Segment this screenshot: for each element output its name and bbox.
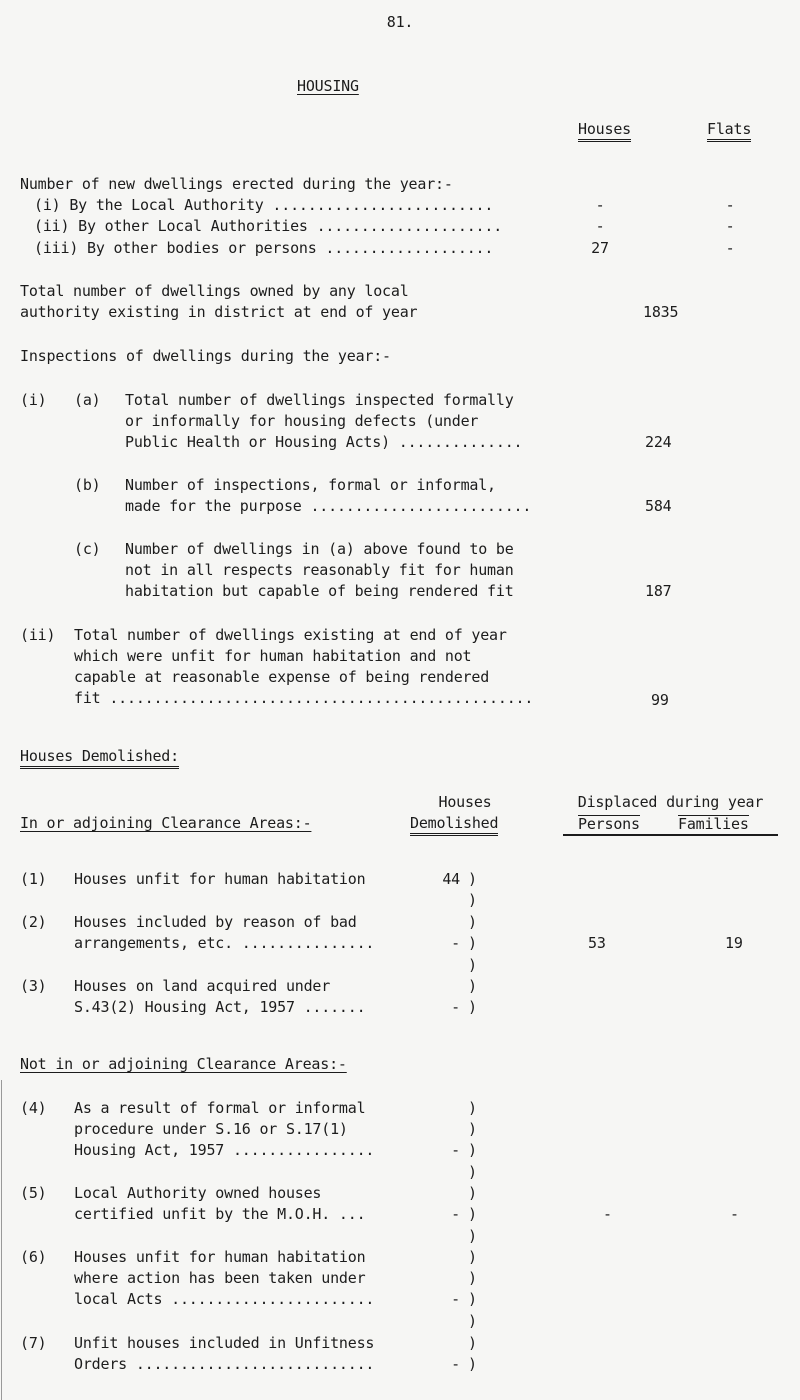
item-line: procedure under S.16 or S.17(1) — [74, 1120, 348, 1138]
item-value: - — [451, 1355, 460, 1373]
col-header-houses: Houses — [578, 121, 631, 142]
item-line: As a result of formal or informal — [74, 1099, 366, 1117]
persons-not-value: - — [603, 1205, 612, 1223]
item-value: - — [451, 1205, 460, 1223]
col-header-displaced: Displaced during year — [577, 793, 764, 811]
item-value: - — [451, 1290, 460, 1308]
erected-row-label: (iii) By other bodies or persons ................... — [34, 239, 494, 257]
item-num: (3) — [20, 977, 47, 995]
inspection-line: Number of dwellings in (a) above found to be — [125, 540, 514, 558]
inspection-label-b: (b) — [74, 476, 101, 494]
item-num: (7) — [20, 1334, 47, 1352]
in-clearance-heading: In or adjoining Clearance Areas:- — [20, 814, 312, 832]
erected-row-flats: - — [725, 217, 735, 235]
inspection-label-ii: (ii) — [20, 626, 56, 644]
inspection-line: Public Health or Housing Acts) .............. — [125, 433, 523, 451]
item-value: - — [451, 998, 460, 1016]
inspection-label-a: (a) — [74, 391, 101, 409]
col-header-persons: Persons — [578, 815, 640, 833]
item-line: Houses unfit for human habitation — [74, 1248, 366, 1266]
owned-line: Total number of dwellings owned by any local — [20, 282, 409, 300]
inspection-line: made for the purpose ......................... — [125, 497, 532, 515]
inspection-line: which were unfit for human habitation and not — [74, 647, 472, 665]
inspections-title: Inspections of dwellings during the year:- — [20, 347, 391, 365]
page-heading: HOUSING — [297, 77, 359, 95]
families-not-value: - — [730, 1205, 739, 1223]
item-num: (5) — [20, 1184, 47, 1202]
inspection-line: Number of inspections, formal or informal, — [125, 476, 496, 494]
erected-title: Number of new dwellings erected during the year:- — [20, 175, 453, 193]
inspection-value-c: 187 — [645, 582, 672, 600]
erected-row-houses: - — [595, 217, 605, 235]
col-header-flats: Flats — [707, 121, 751, 142]
item-line: Houses unfit for human habitation — [74, 870, 366, 888]
inspection-line: Total number of dwellings inspected formally — [125, 391, 514, 409]
demolished-title: Houses Demolished: — [20, 748, 179, 769]
col-header-rule — [563, 834, 778, 836]
not-clearance-heading: Not in or adjoining Clearance Areas:- — [20, 1055, 347, 1073]
item-num: (6) — [20, 1248, 47, 1266]
inspection-line: habitation but capable of being rendered fit — [125, 582, 514, 600]
erected-row-flats: - — [725, 196, 735, 214]
item-line: arrangements, etc. ............... — [74, 934, 375, 952]
item-line: Orders ........................... — [74, 1355, 375, 1373]
item-line: Houses included by reason of bad — [74, 913, 357, 931]
inspection-value-ii: 99 — [651, 691, 669, 709]
scan-margin-line — [1, 1080, 2, 1400]
item-line: where action has been taken under — [74, 1269, 366, 1287]
col-header-families: Families — [678, 815, 749, 833]
item-value: - — [451, 1141, 460, 1159]
page-number: 81. — [386, 13, 414, 31]
inspection-line: or informally for housing defects (under — [125, 412, 479, 430]
item-line: S.43(2) Housing Act, 1957 ....... — [74, 998, 366, 1016]
item-line: Local Authority owned houses — [74, 1184, 322, 1202]
item-line: Houses on land acquired under — [74, 977, 331, 995]
erected-row-flats: - — [725, 239, 735, 257]
owned-value: 1835 — [643, 303, 679, 321]
item-value: 44 — [442, 870, 460, 888]
item-line: local Acts ....................... — [74, 1290, 375, 1308]
persons-in-value: 53 — [588, 934, 606, 952]
item-num: (1) — [20, 870, 47, 888]
families-in-value: 19 — [725, 934, 743, 952]
inspection-label-c: (c) — [74, 540, 101, 558]
col-header-houses-2: Demolished — [410, 815, 498, 836]
inspection-value-a: 224 — [645, 433, 672, 451]
erected-row-houses: - — [595, 196, 605, 214]
inspection-line: not in all respects reasonably fit for human — [125, 561, 514, 579]
erected-row-houses: 27 — [591, 239, 609, 257]
erected-row-label: (i) By the Local Authority ......................... — [34, 196, 494, 214]
item-line: Unfit houses included in Unfitness — [74, 1334, 375, 1352]
item-line: Housing Act, 1957 ................ — [74, 1141, 375, 1159]
item-num: (4) — [20, 1099, 47, 1117]
erected-row-label: (ii) By other Local Authorities ..................... — [34, 217, 503, 235]
item-value: - — [451, 934, 460, 952]
col-header-houses-1: Houses — [438, 793, 492, 811]
item-line: certified unfit by the M.O.H. ... — [74, 1205, 366, 1223]
owned-line: authority existing in district at end of year — [20, 303, 418, 321]
inspection-line: fit ................................................ — [74, 689, 534, 707]
inspection-value-b: 584 — [645, 497, 672, 515]
inspection-label-i: (i) — [20, 391, 47, 409]
item-num: (2) — [20, 913, 47, 931]
inspection-line: Total number of dwellings existing at end of year — [74, 626, 507, 644]
inspection-line: capable at reasonable expense of being rendered — [74, 668, 490, 686]
